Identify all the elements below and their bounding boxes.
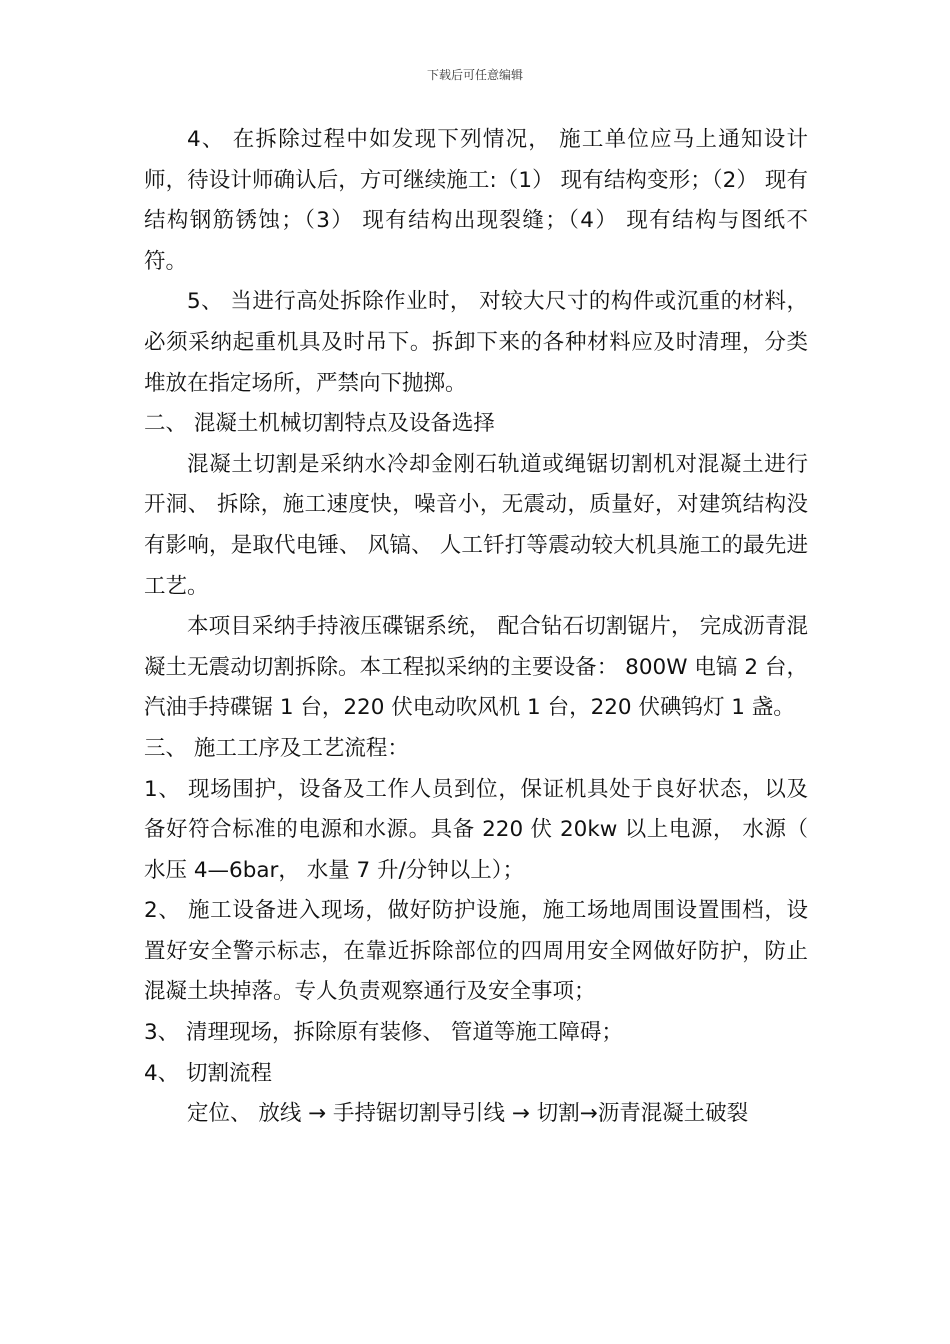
step-4: 4、 切割流程 <box>144 1060 273 1086</box>
document-body <box>144 120 808 1135</box>
step-1: 1、 现场围护，设备及工作人员到位，保证机具处于良好状态，以及备好符合标准的电源和水源。具备 220 伏 20kw 以上电源， 水源（ 水压 4—6bar， 水量 7 升/分钟以上）； <box>144 776 808 883</box>
section-heading-3: 三、 施工工序及工艺流程： <box>144 735 409 761</box>
cutting-flow: 定位、 放线 → 手持锯切割导引线 → 切割→沥青混凝土破裂 <box>187 1101 749 1127</box>
paragraph-equipment: 本项目采纳手持液压碟锯系统， 配合钻石切割锯片， 完成沥青混凝土无震动切割拆除。本工程拟采纳的主要设备： 800W 电镐 2 台，汽油手持碟锯 1 台，220 伏电动吹风机 1 台，220 伏碘钨灯 1 盏。 <box>144 614 808 721</box>
paragraph-item-4: 4、 在拆除过程中如发现下列情况， 施工单位应马上通知设计师，待设计师确认后，方可继续施工:（1） 现有结构变形；（2） 现有结构钢筋锈蚀；（3） 现有结构出现裂缝；（4） 现有结构与图纸不符。 <box>144 127 808 274</box>
section-heading-2: 二、 混凝土机械切割特点及设备选择 <box>144 411 495 437</box>
paragraph-item-5: 5、 当进行高处拆除作业时， 对较大尺寸的构件或沉重的材料， 必须采纳起重机具及时吊下。拆卸下来的各种材料应及时清理，分类堆放在指定场所，严禁向下抛掷。 <box>144 289 808 396</box>
paragraph-cutting-intro: 混凝土切割是采纳水冷却金刚石轨道或绳锯切割机对混凝土进行开洞、 拆除，施工速度快，噪音小，无震动，质量好，对建筑结构没有影响，是取代电锤、 风镐、 人工钎打等震动较大机具施工的最先进工艺。 <box>144 451 808 599</box>
step-3: 3、 清理现场，拆除原有装修、 管道等施工障碍； <box>144 1020 623 1046</box>
page-header: 下载后可任意编辑 <box>426 68 523 82</box>
step-2: 2、 施工设备进入现场，做好防护设施，施工场地周围设置围档，设置好安全警示标志，在靠近拆除部位的四周用安全网做好防护，防止混凝土块掉落。专人负责观察通行及安全事项； <box>144 898 808 1005</box>
